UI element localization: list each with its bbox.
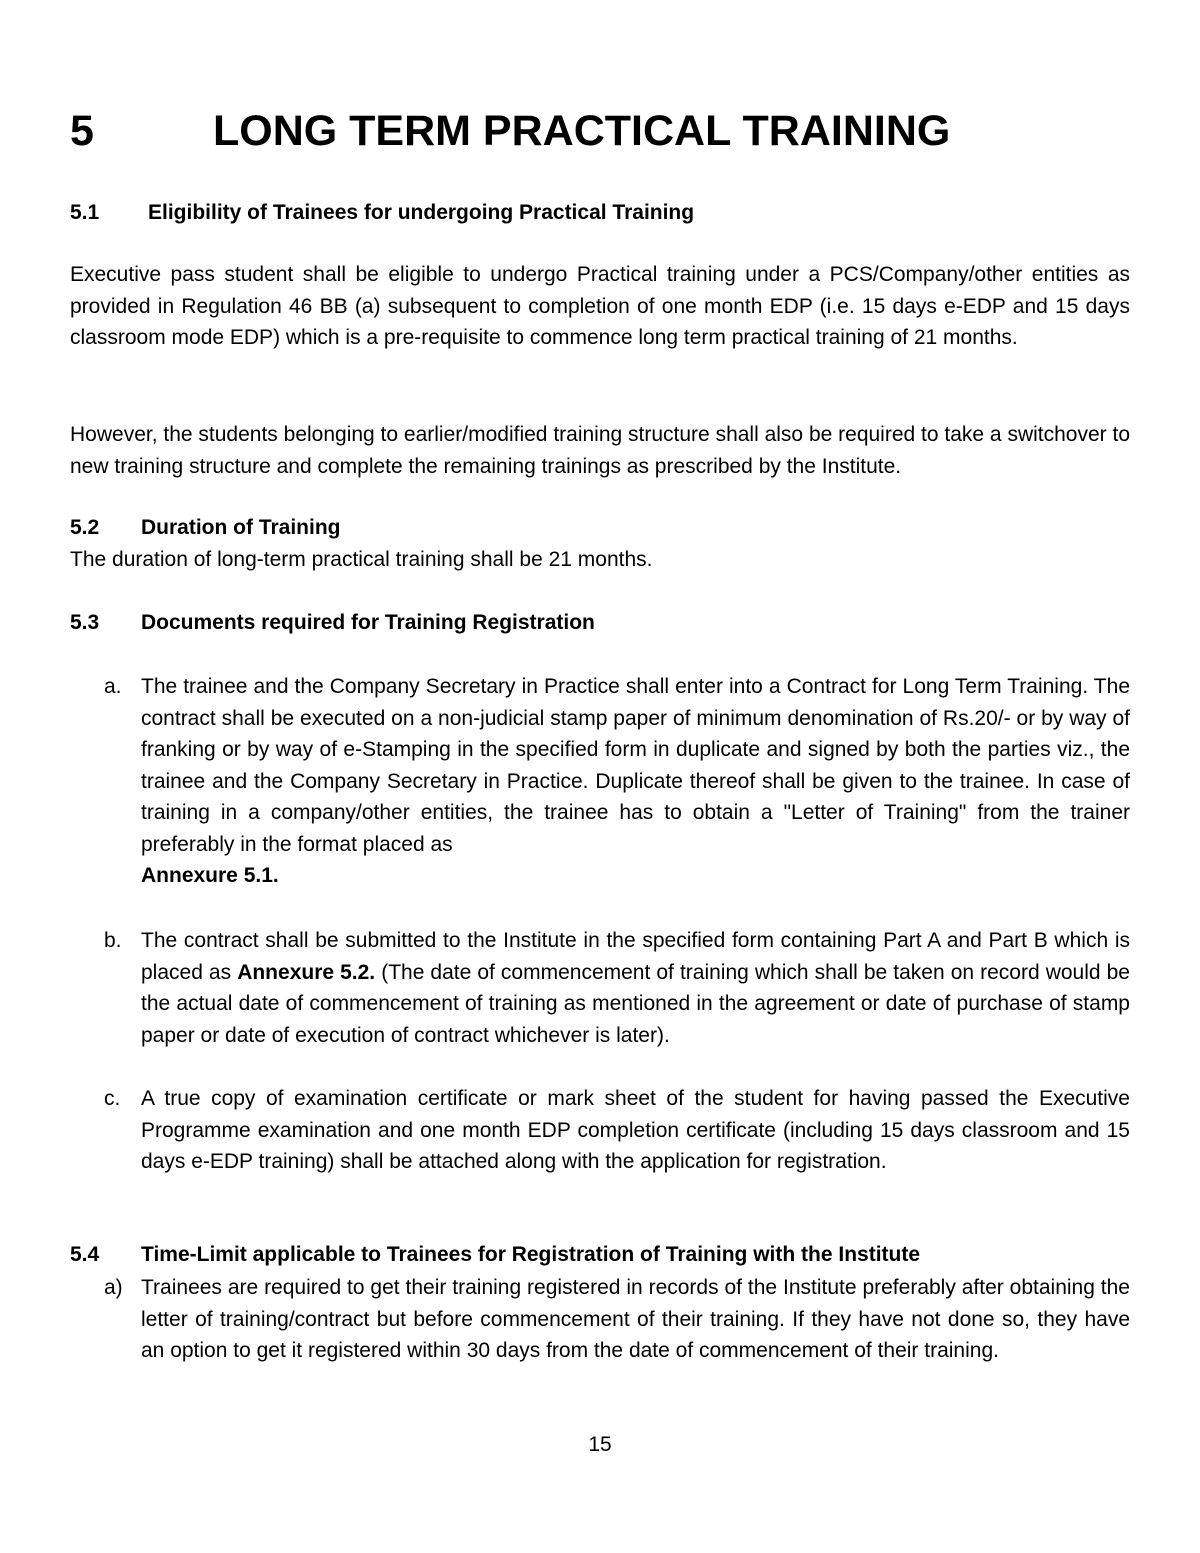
list-marker: b. bbox=[104, 929, 122, 952]
list-marker: c. bbox=[104, 1087, 121, 1110]
list-item-c bbox=[104, 1083, 1130, 1178]
annexure-5-2-reference: Annexure 5.2. bbox=[237, 960, 376, 984]
list-marker: a. bbox=[104, 675, 122, 698]
section-number: 5.4 bbox=[70, 1243, 100, 1266]
list-item-text: A true copy of examination certificate or mark sheet of the student for having passed the Executive Programme examination and one month EDP completion certificate (including 15 days classroom and 15 days e-EDP training) shall be attached along with the application for registration. bbox=[141, 1087, 1130, 1173]
list-item-text bbox=[141, 925, 1130, 1051]
section-number: 5.3 bbox=[70, 611, 100, 634]
section-5-1-heading bbox=[70, 198, 1130, 228]
list-item-body-end: (The date of commencement of training which shall be taken on record would be the actual date of commencement of training as mentioned in the agreement or date of purchase of stamp paper or date of execution of contract whichever is later). bbox=[141, 960, 1130, 1047]
annexure-5-1-reference: Annexure 5.1. bbox=[141, 864, 279, 887]
section-title: Time-Limit applicable to Trainees for Registration of Training with the Institute bbox=[141, 1243, 921, 1266]
list-marker: a) bbox=[104, 1276, 123, 1299]
list-item-b bbox=[104, 925, 1130, 1051]
section-5-2-heading bbox=[70, 513, 1130, 543]
list-item-a-paren bbox=[104, 1272, 1130, 1367]
chapter-title bbox=[70, 103, 1130, 159]
page-number: 15 bbox=[588, 1433, 612, 1456]
list-item-text bbox=[141, 671, 1130, 892]
section-title: Duration of Training bbox=[141, 516, 341, 539]
section-5-3-heading bbox=[70, 608, 1130, 638]
section-5-1-paragraph-2: However, the students belonging to earlier/modified training structure shall also be required to take a switchover to new training structure and complete the remaining trainings as prescribed by the Institute. bbox=[70, 423, 1130, 478]
list-item-body: The trainee and the Company Secretary in Practice shall enter into a Contract for Long Term Training. The contract shall be executed on a non-judicial stamp paper of minimum denomination of Rs.20/- or by way of franking or by way of e-Stamping in the specified form in duplicate and signed by both the parties viz., the trainee and the Company Secretary in Practice. Duplicate thereof shall be given to the trainee. In case of training in a company/other entities, the trainee has to obtain a "Letter of Training" from the trainer preferably in the format placed as bbox=[141, 675, 1130, 856]
section-5-1-paragraph-1: Executive pass student shall be eligible to undergo Practical training under a PCS/Company/other entities as provided in Regulation 46 BB (a) subsequent to completion of one month EDP (i.e. 15 days e-EDP and 15 days classroom mode EDP) which is a pre-requisite to commence long term practical training of 21 months. bbox=[70, 263, 1130, 349]
section-5-4-heading bbox=[70, 1240, 1130, 1270]
list-item-text: Trainees are required to get their training registered in records of the Institute preferably after obtaining the letter of training/contract but before commencement of their training. If they have not done so, they have an option to get it registered within 30 days from the date of commencement of their training. bbox=[141, 1276, 1130, 1362]
chapter-number: 5 bbox=[70, 107, 94, 155]
list-item-body-start: The contract shall be submitted to the Institute in the specified form containing Part A and Part B which is placed as bbox=[141, 929, 1130, 984]
chapter-heading: LONG TERM PRACTICAL TRAINING bbox=[213, 107, 951, 155]
section-number: 5.2 bbox=[70, 516, 100, 539]
section-number: 5.1 bbox=[70, 201, 100, 224]
list-item-a bbox=[104, 671, 1130, 892]
section-title: Documents required for Training Registration bbox=[141, 611, 595, 634]
section-5-2-paragraph: The duration of long-term practical training shall be 21 months. bbox=[70, 548, 653, 571]
section-title: Eligibility of Trainees for undergoing Practical Training bbox=[148, 201, 695, 224]
